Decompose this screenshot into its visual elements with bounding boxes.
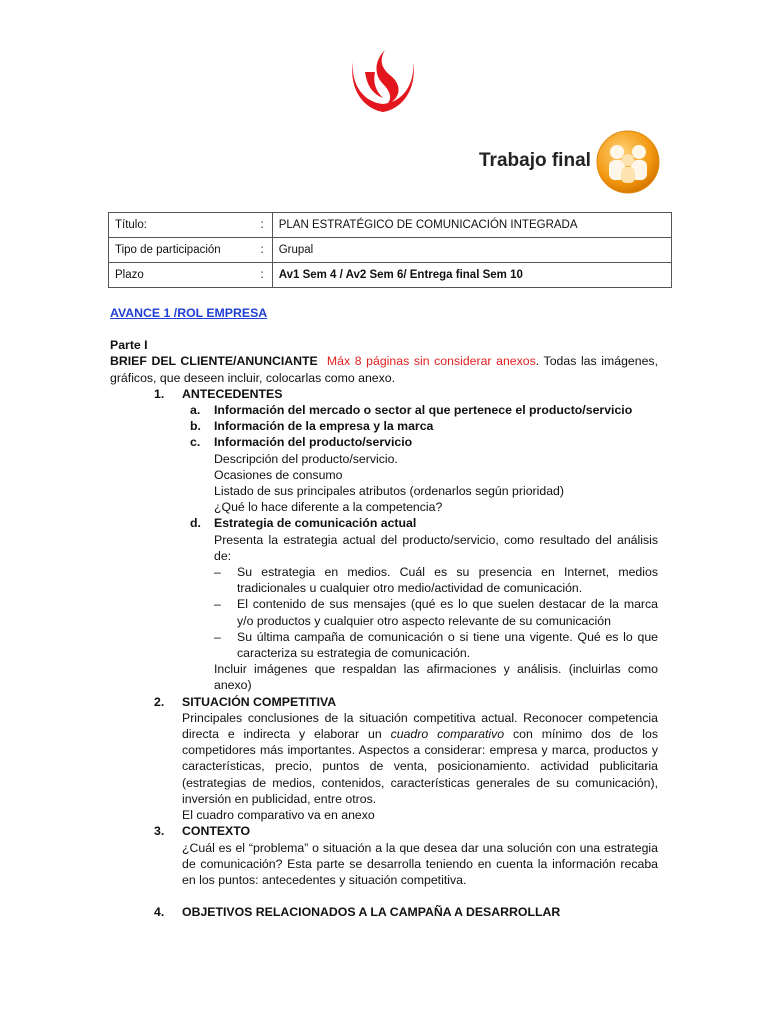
row-separator: : [261,213,273,238]
dash-bullet: – [214,629,221,644]
brief-rest: . Todas las imágenes, gráficos, que deseen incluir, colocarlas como anexo. [110,354,658,385]
part-heading: Parte I [110,338,148,353]
section-2 [110,694,658,710]
item-title: Información del mercado o sector al que pertenece el producto/servicio [214,403,633,418]
section-title: OBJETIVOS RELACIONADOS A LA CAMPAÑA A DESARROLLAR [182,905,561,920]
section-note: El cuadro comparativo va en anexo [182,808,375,823]
item-text: Listado de sus principales atributos (ordenarlos según prioridad) [214,484,564,499]
group-people-icon [595,130,661,194]
section-number: 3. [154,824,165,839]
row-label: Plazo [109,263,261,288]
section-3 [110,823,658,839]
section-text-part: Principales conclusiones de la situación competitiva actual. Reconocer competencia directa e indirecta y elaborar un [182,710,658,742]
table-row [109,213,672,238]
item-title: Información de la empresa y la marca [214,419,434,434]
list-item [110,418,658,434]
section-link[interactable]: AVANCE 1 /ROL EMPRESA [110,306,268,320]
document-body [110,305,658,920]
row-label: Título: [109,213,261,238]
list-item [110,434,658,450]
section-1 [110,386,658,402]
item-letter: d. [190,516,201,531]
row-value: Av1 Sem 4 / Av2 Sem 6/ Entrega final Sem 10 [272,263,671,288]
section-text-part: con mínimo dos de los competidores más importantes. Aspectos a considerar: empresa y marca, productos y características, precio, puntos de venta, posicionamiento. actividad publicitaria (estrategias de medios, contenidos, características generales de su comunicación), inversión en publicidad, entre otros. [182,727,658,806]
bullet-text: Su última campaña de comunicación o si tiene una vigente. Qué es lo que caracteriza su estrategia de comunicación. [237,629,658,661]
section-number: 1. [154,386,165,401]
bullet-item [110,564,658,596]
section-title: SITUACIÓN COMPETITIVA [182,694,337,709]
item-text: ¿Qué lo hace diferente a la competencia? [214,500,443,515]
bullet-item [110,596,658,628]
section-number: 2. [154,694,165,709]
row-label: Tipo de participación [109,238,261,263]
row-separator: : [261,263,273,288]
section-title: ANTECEDENTES [182,386,283,401]
section-text-emphasis: cuadro comparativo [390,727,505,742]
item-title: Estrategia de comunicación actual [214,516,417,531]
item-text: Ocasiones de consumo [214,467,343,482]
dash-bullet: – [214,565,221,580]
brief-title: BRIEF DEL CLIENTE/ANUNCIANTE [110,354,318,369]
section-number: 4. [154,905,165,920]
list-item [110,515,658,531]
item-letter: c. [190,435,201,450]
section-text [182,710,658,807]
university-logo-icon [345,46,421,118]
item-text: Descripción del producto/servicio. [214,451,398,466]
item-title: Información del producto/servicio [214,435,413,450]
item-letter: a. [190,403,201,418]
row-value: PLAN ESTRATÉGICO DE COMUNICACIÓN INTEGRADA [272,213,671,238]
bullet-text: El contenido de sus mensajes (qué es lo que suelen destacar de la marca y/o productos y cualquier otro aspecto relevante de su comunicación [237,597,658,628]
row-separator: : [261,238,273,263]
bullet-item [110,629,658,661]
table-row [109,238,672,263]
table-row [109,263,672,288]
bullet-text: Su estrategia en medios. Cuál es su presencia en Internet, medios tradicionales u cualquier otro medio/actividad de comunicación. [237,565,658,596]
section-4 [110,904,658,920]
brief-limit: Máx 8 páginas sin considerar anexos [326,354,536,369]
list-item [110,402,658,418]
assignment-info-table [108,212,672,288]
item-text: Incluir imágenes que respaldan las afirmaciones y análisis. (incluirlas como anexo) [214,662,658,693]
section-title: CONTEXTO [182,824,251,839]
row-value: Grupal [272,238,671,263]
dash-bullet: – [214,597,221,612]
item-text: Presenta la estrategia actual del producto/servicio, como resultado del análisis de: [214,532,658,563]
section-text: ¿Cuál es el “problema” o situación a la que desea dar una solución con una estrategia de comunicación? Esta parte se desarrolla teniendo en cuenta la información recaba en los puntos: antecedentes y situación competitiva. [182,840,658,887]
document-title: Trabajo final [479,150,591,171]
brief-paragraph [110,353,658,385]
item-letter: b. [190,419,201,434]
